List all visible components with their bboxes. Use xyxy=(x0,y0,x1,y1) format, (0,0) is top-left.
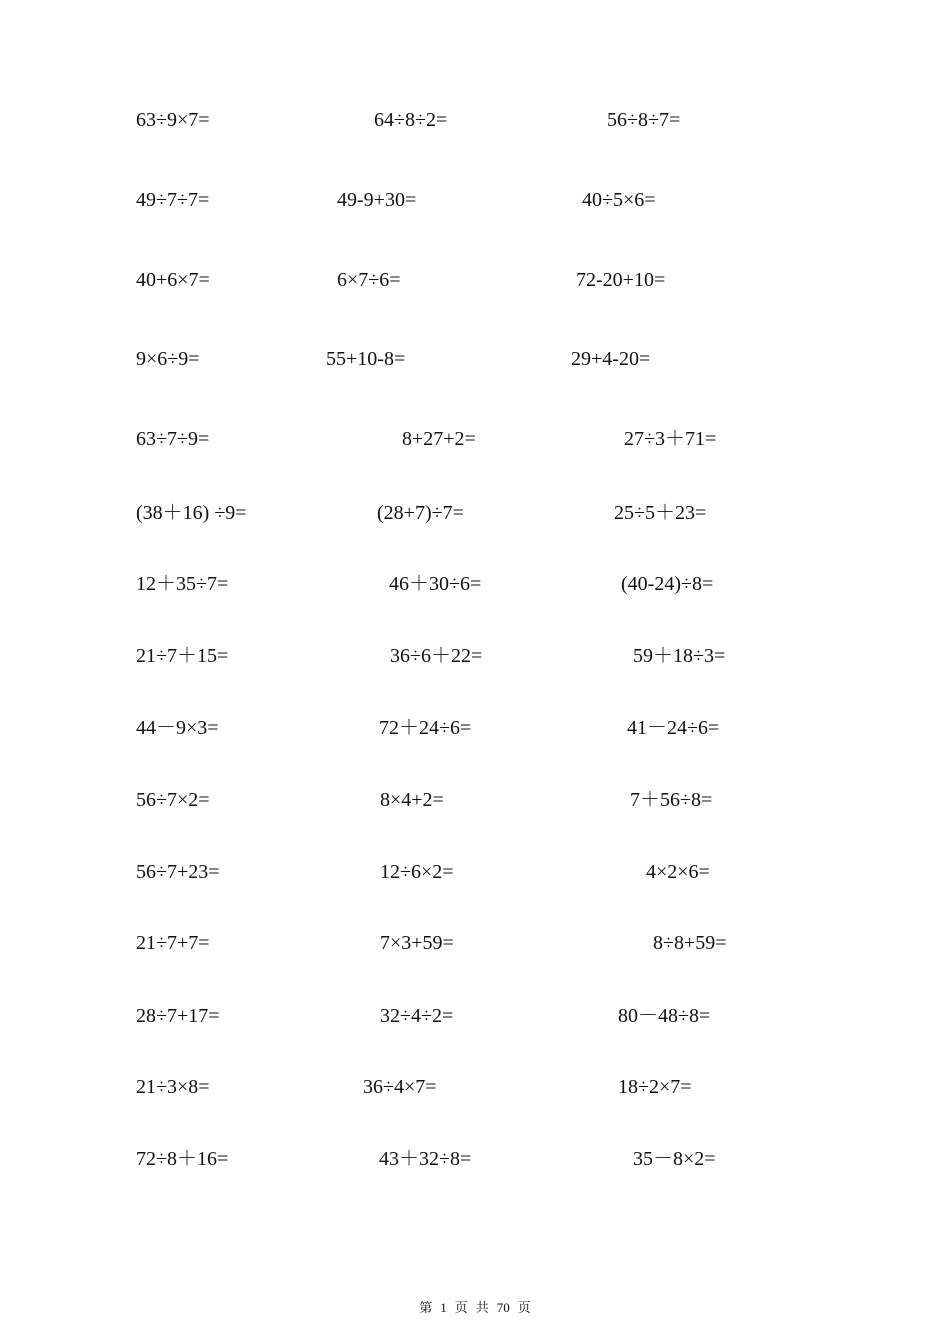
footer-prefix: 第 xyxy=(419,1300,433,1315)
problem-r8-c3: 59＋18÷3= xyxy=(633,645,726,667)
problem-r11-c3: 4×2×6= xyxy=(646,861,710,883)
problem-r12-c3: 8÷8+59= xyxy=(653,932,727,954)
problem-r5-c3: 27÷3＋71= xyxy=(624,428,717,450)
footer-total-pages: 70 xyxy=(496,1300,510,1315)
problem-r1-c3: 56÷8÷7= xyxy=(607,109,681,131)
problem-r12-c2: 7×3+59= xyxy=(380,932,454,954)
problem-r5-c2: 8+27+2= xyxy=(402,428,476,450)
footer-page-number: 1 xyxy=(440,1300,447,1315)
problem-r3-c1: 40+6×7= xyxy=(136,269,210,291)
problem-r2-c3: 40÷5×6= xyxy=(582,189,656,211)
problem-r15-c3: 35－8×2= xyxy=(633,1148,716,1170)
problem-r9-c1: 44－9×3= xyxy=(136,717,219,739)
problem-r12-c1: 21÷7+7= xyxy=(136,932,210,954)
page-footer xyxy=(0,1299,950,1317)
problem-r7-c3: (40-24)÷8= xyxy=(621,573,714,595)
problem-r7-c2: 46＋30÷6= xyxy=(389,573,482,595)
problem-r7-c1: 12＋35÷7= xyxy=(136,573,229,595)
problem-r10-c2: 8×4+2= xyxy=(380,789,444,811)
problem-r4-c1: 9×6÷9= xyxy=(136,348,200,370)
problem-r10-c3: 7＋56÷8= xyxy=(630,789,713,811)
problem-r1-c2: 64÷8÷2= xyxy=(374,109,448,131)
problem-r15-c1: 72÷8＋16= xyxy=(136,1148,229,1170)
problem-r13-c2: 32÷4÷2= xyxy=(380,1005,454,1027)
problem-r8-c2: 36÷6＋22= xyxy=(390,645,483,667)
problem-r2-c2: 49-9+30= xyxy=(337,189,417,211)
problem-r6-c1: (38＋16) ÷9= xyxy=(136,502,247,524)
problem-r14-c3: 18÷2×7= xyxy=(618,1076,692,1098)
problem-r6-c2: (28+7)÷7= xyxy=(377,502,464,524)
problem-r4-c3: 29+4-20= xyxy=(571,348,651,370)
problem-r13-c3: 80－48÷8= xyxy=(618,1005,711,1027)
problem-r13-c1: 28÷7+17= xyxy=(136,1005,220,1027)
problem-r15-c2: 43＋32÷8= xyxy=(379,1148,472,1170)
problem-r9-c3: 41－24÷6= xyxy=(627,717,720,739)
problem-r11-c2: 12÷6×2= xyxy=(380,861,454,883)
problem-r4-c2: 55+10-8= xyxy=(326,348,406,370)
problem-r3-c3: 72-20+10= xyxy=(576,269,666,291)
problem-r8-c1: 21÷7＋15= xyxy=(136,645,229,667)
problem-r1-c1: 63÷9×7= xyxy=(136,109,210,131)
problem-r10-c1: 56÷7×2= xyxy=(136,789,210,811)
problem-r2-c1: 49÷7÷7= xyxy=(136,189,210,211)
problem-r11-c1: 56÷7+23= xyxy=(136,861,220,883)
problem-r3-c2: 6×7÷6= xyxy=(337,269,401,291)
footer-total-label: 共 xyxy=(475,1300,489,1315)
problem-r9-c2: 72＋24÷6= xyxy=(379,717,472,739)
problem-r5-c1: 63÷7÷9= xyxy=(136,428,210,450)
problem-r14-c1: 21÷3×8= xyxy=(136,1076,210,1098)
footer-suffix: 页 xyxy=(517,1300,531,1315)
problem-r6-c3: 25÷5＋23= xyxy=(614,502,707,524)
problem-r14-c2: 36÷4×7= xyxy=(363,1076,437,1098)
footer-page-label: 页 xyxy=(454,1300,468,1315)
